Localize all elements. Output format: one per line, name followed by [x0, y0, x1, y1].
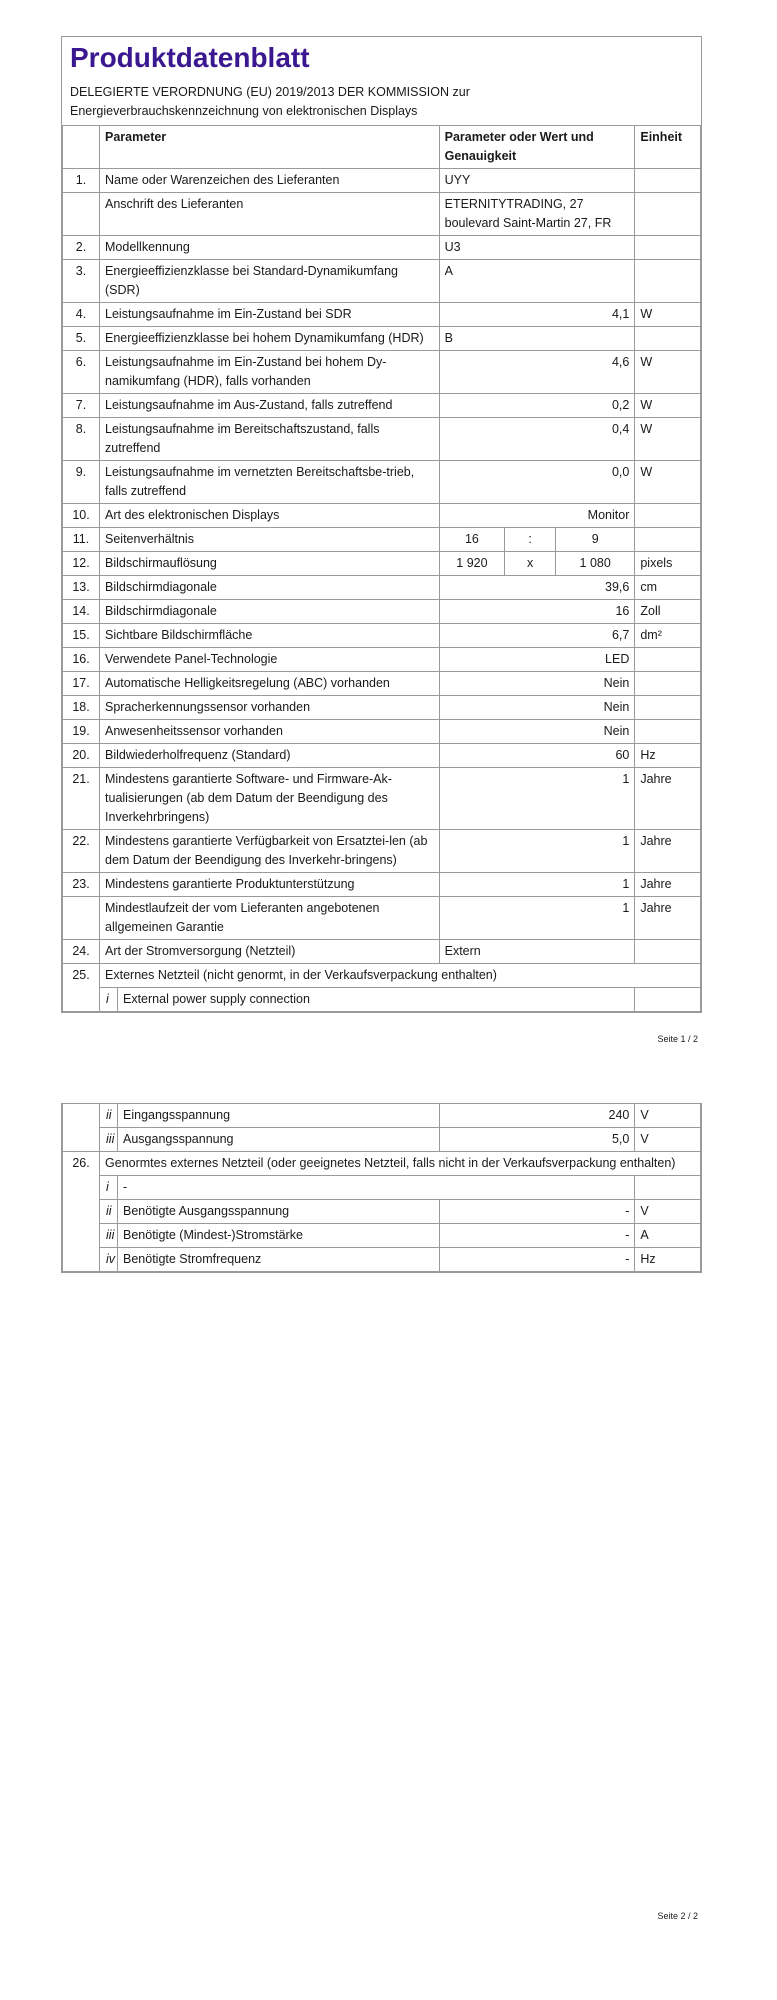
row-param: Leistungsaufnahme im Aus-Zustand, falls zutreffend — [100, 394, 440, 418]
sub-index: i — [100, 1176, 118, 1200]
row-param: Leistungsaufnahme im Ein-Zustand bei hohem Dy-namikumfang (HDR), falls vorhanden — [100, 351, 440, 394]
table-row — [63, 744, 701, 768]
row-value: 0,4 — [439, 418, 635, 461]
row-param: Bildschirmdiagonale — [100, 576, 440, 600]
row-param: Bildschirmdiagonale — [100, 600, 440, 624]
row-unit — [635, 327, 701, 351]
sub-index: iii — [100, 1224, 118, 1248]
table-row — [63, 327, 701, 351]
table-row — [63, 600, 701, 624]
table-row — [63, 394, 701, 418]
table-row — [63, 418, 701, 461]
row-unit — [635, 169, 701, 193]
row-section-text: Externes Netzteil (nicht genormt, in der Verkaufsverpackung enthalten) — [100, 964, 701, 988]
row-param: Leistungsaufnahme im vernetzten Bereitschaftsbe-trieb, falls zutreffend — [100, 461, 440, 504]
row-param: Name oder Warenzeichen des Lieferanten — [100, 169, 440, 193]
row-param: Mindestlaufzeit der vom Lieferanten angebotenen allgemeinen Garantie — [100, 897, 440, 940]
table-row — [63, 303, 701, 327]
standard-psu-row — [63, 1152, 701, 1176]
row-unit — [635, 193, 701, 236]
table-row — [63, 236, 701, 260]
row-num: 2. — [63, 236, 100, 260]
row-num: 24. — [63, 940, 100, 964]
resolution-row — [63, 552, 701, 576]
row-value: 1 — [439, 873, 635, 897]
sub-index: iii — [100, 1128, 118, 1152]
table-header — [63, 126, 701, 169]
row-param: Automatische Helligkeitsregelung (ABC) vorhanden — [100, 672, 440, 696]
row-num: 3. — [63, 260, 100, 303]
table-row — [63, 830, 701, 873]
row-param: Leistungsaufnahme im Ein-Zustand bei SDR — [100, 303, 440, 327]
table-row — [63, 1248, 701, 1272]
sub-param: Eingangsspannung — [118, 1104, 440, 1128]
row-num: 17. — [63, 672, 100, 696]
row-param: Leistungsaufnahme im Bereitschaftszustand, falls zutreffend — [100, 418, 440, 461]
row-param: Mindestens garantierte Software- und Firmware-Ak-tualisierungen (ab dem Datum der Beendigung des Inverkehrbringens) — [100, 768, 440, 830]
row-value: 1 — [439, 768, 635, 830]
row-unit: W — [635, 461, 701, 504]
row-unit — [635, 940, 701, 964]
row-num: 5. — [63, 327, 100, 351]
row-num: 20. — [63, 744, 100, 768]
row-num — [63, 897, 100, 940]
row-unit: Zoll — [635, 600, 701, 624]
row-unit: W — [635, 394, 701, 418]
row-value: B — [439, 327, 635, 351]
row-value: Monitor — [439, 504, 635, 528]
subtitle-line-2: Energieverbrauchskennzeichnung von elektronischen Displays — [70, 104, 418, 118]
row-value: 0,2 — [439, 394, 635, 418]
row-value: 6,7 — [439, 624, 635, 648]
sub-unit: V — [635, 1200, 701, 1224]
row-param: Sichtbare Bildschirmfläche — [100, 624, 440, 648]
sub-param: Benötigte Ausgangsspannung — [118, 1200, 440, 1224]
sub-param: Benötigte (Mindest-)Stromstärke — [118, 1224, 440, 1248]
row-value: 39,6 — [439, 576, 635, 600]
row-value: UYY — [439, 169, 635, 193]
row-unit — [635, 696, 701, 720]
header-value: Parameter oder Wert und Genauigkeit — [439, 126, 635, 169]
row-value: 1 — [439, 830, 635, 873]
external-psu-sub-row — [63, 988, 701, 1012]
table-row — [63, 193, 701, 236]
row-num: 23. — [63, 873, 100, 897]
regulation-subtitle — [62, 77, 701, 125]
resolution-width: 1 920 — [439, 552, 505, 576]
row-param: Energieeffizienzklasse bei hohem Dynamikumfang (HDR) — [100, 327, 440, 351]
table-row — [63, 672, 701, 696]
external-psu-row — [63, 964, 701, 988]
row-num — [63, 1104, 100, 1152]
table-row — [63, 1128, 701, 1152]
sub-param: External power supply connection — [118, 988, 635, 1012]
row-num: 14. — [63, 600, 100, 624]
row-unit: Jahre — [635, 830, 701, 873]
power-supply-type-row — [63, 940, 701, 964]
sub-value: 5,0 — [439, 1128, 635, 1152]
aspect-ratio-row — [63, 528, 701, 552]
table-row — [63, 1104, 701, 1128]
row-unit: dm² — [635, 624, 701, 648]
header-num — [63, 126, 100, 169]
row-unit — [635, 648, 701, 672]
product-data-sheet-page-2 — [61, 1103, 702, 1273]
row-num: 4. — [63, 303, 100, 327]
table-row — [63, 624, 701, 648]
row-value: 60 — [439, 744, 635, 768]
sub-unit: V — [635, 1128, 701, 1152]
row-unit: W — [635, 303, 701, 327]
page-footer-2: Seite 2 / 2 — [657, 1911, 698, 1921]
row-num: 10. — [63, 504, 100, 528]
table-row — [63, 768, 701, 830]
row-unit — [635, 720, 701, 744]
sub-param: - — [118, 1176, 635, 1200]
table-row — [63, 260, 701, 303]
sub-index: i — [100, 988, 118, 1012]
row-unit: Jahre — [635, 768, 701, 830]
row-param: Seitenverhältnis — [100, 528, 440, 552]
table-row — [63, 576, 701, 600]
row-unit — [635, 528, 701, 552]
row-unit: W — [635, 351, 701, 394]
row-value: 16 — [439, 600, 635, 624]
table-row — [63, 504, 701, 528]
sub-value: - — [439, 1248, 635, 1272]
row-value: 4,6 — [439, 351, 635, 394]
row-num: 13. — [63, 576, 100, 600]
row-value: 1 — [439, 897, 635, 940]
parameter-table — [62, 125, 701, 1012]
row-value: ETERNITYTRADING, 27 boulevard Saint-Martin 27, FR — [439, 193, 635, 236]
row-num: 15. — [63, 624, 100, 648]
table-row — [63, 648, 701, 672]
row-value: U3 — [439, 236, 635, 260]
table-row — [63, 696, 701, 720]
row-num: 25. — [63, 964, 100, 1012]
sub-value: - — [439, 1200, 635, 1224]
sub-unit: A — [635, 1224, 701, 1248]
row-num: 7. — [63, 394, 100, 418]
row-param: Art des elektronischen Displays — [100, 504, 440, 528]
row-param: Anschrift des Lieferanten — [100, 193, 440, 236]
row-num: 16. — [63, 648, 100, 672]
page-footer-1: Seite 1 / 2 — [657, 1034, 698, 1044]
parameter-table-continued — [62, 1103, 701, 1272]
row-value: A — [439, 260, 635, 303]
row-value: Nein — [439, 672, 635, 696]
row-param: Verwendete Panel-Technologie — [100, 648, 440, 672]
table-row — [63, 873, 701, 897]
aspect-separator: : — [505, 528, 556, 552]
sub-unit — [635, 988, 701, 1012]
table-row — [63, 897, 701, 940]
table-row — [63, 1200, 701, 1224]
row-param: Bildwiederholfrequenz (Standard) — [100, 744, 440, 768]
row-unit: Hz — [635, 744, 701, 768]
resolution-height: 1 080 — [556, 552, 635, 576]
table-row — [63, 1176, 701, 1200]
row-value: 4,1 — [439, 303, 635, 327]
sub-unit — [635, 1176, 701, 1200]
row-value: Nein — [439, 696, 635, 720]
row-unit: Jahre — [635, 873, 701, 897]
row-num — [63, 193, 100, 236]
row-unit: Jahre — [635, 897, 701, 940]
page-title: Produktdatenblatt — [70, 42, 310, 73]
row-num: 21. — [63, 768, 100, 830]
sub-param: Ausgangsspannung — [118, 1128, 440, 1152]
row-unit — [635, 504, 701, 528]
header-unit: Einheit — [635, 126, 701, 169]
row-num: 18. — [63, 696, 100, 720]
header-parameter: Parameter — [100, 126, 440, 169]
row-num: 8. — [63, 418, 100, 461]
table-row — [63, 720, 701, 744]
row-param: Art der Stromversorgung (Netzteil) — [100, 940, 440, 964]
sub-index: ii — [100, 1104, 118, 1128]
row-num: 11. — [63, 528, 100, 552]
aspect-height: 9 — [556, 528, 635, 552]
row-param: Anwesenheitssensor vorhanden — [100, 720, 440, 744]
row-num: 1. — [63, 169, 100, 193]
row-num: 26. — [63, 1152, 100, 1272]
row-param: Mindestens garantierte Verfügbarkeit von Ersatztei-len (ab dem Datum der Beendigung des Inverkehr-bringens) — [100, 830, 440, 873]
sub-index: iv — [100, 1248, 118, 1272]
row-param: Energieeffizienzklasse bei Standard-Dynamikumfang (SDR) — [100, 260, 440, 303]
sub-value: 240 — [439, 1104, 635, 1128]
product-data-sheet-page-1 — [61, 36, 702, 1013]
aspect-width: 16 — [439, 528, 505, 552]
sub-value: - — [439, 1224, 635, 1248]
table-row — [63, 461, 701, 504]
subtitle-line-1: DELEGIERTE VERORDNUNG (EU) 2019/2013 DER KOMMISSION zur — [70, 85, 470, 99]
sub-unit: Hz — [635, 1248, 701, 1272]
row-param: Mindestens garantierte Produktunterstützung — [100, 873, 440, 897]
row-value: LED — [439, 648, 635, 672]
sub-unit: V — [635, 1104, 701, 1128]
table-row — [63, 1224, 701, 1248]
row-param: Modellkennung — [100, 236, 440, 260]
row-num: 12. — [63, 552, 100, 576]
row-unit — [635, 236, 701, 260]
row-unit: cm — [635, 576, 701, 600]
table-row — [63, 351, 701, 394]
resolution-separator: x — [505, 552, 556, 576]
row-section-text: Genormtes externes Netzteil (oder geeignetes Netzteil, falls nicht in der Verkaufsverpackung enthalten) — [100, 1152, 701, 1176]
sub-index: ii — [100, 1200, 118, 1224]
table-row — [63, 169, 701, 193]
row-value: Nein — [439, 720, 635, 744]
row-value: 0,0 — [439, 461, 635, 504]
row-value: Extern — [439, 940, 635, 964]
row-num: 22. — [63, 830, 100, 873]
row-unit — [635, 672, 701, 696]
row-unit — [635, 260, 701, 303]
row-num: 19. — [63, 720, 100, 744]
sub-param: Benötigte Stromfrequenz — [118, 1248, 440, 1272]
row-num: 6. — [63, 351, 100, 394]
row-param: Bildschirmauflösung — [100, 552, 440, 576]
row-param: Spracherkennungssensor vorhanden — [100, 696, 440, 720]
row-unit: pixels — [635, 552, 701, 576]
row-num: 9. — [63, 461, 100, 504]
row-unit: W — [635, 418, 701, 461]
